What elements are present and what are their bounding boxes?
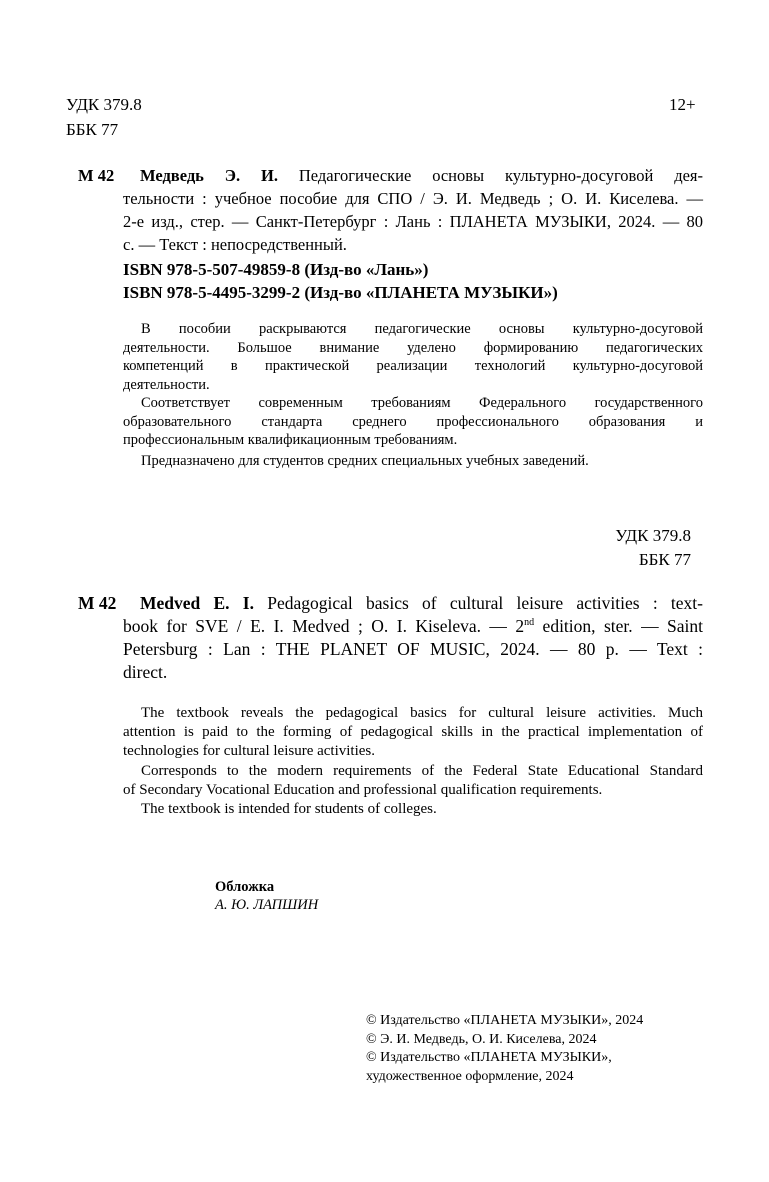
bbk-code: ББК 77 [66,120,119,139]
abstract-en-line-6: The textbook is intended for students of colleges. [141,801,437,817]
abstract-ru-line-1: В пособии раскрываются педагогические основы культурно-досуговой [141,321,703,337]
entry-ru-title: Педагогические основы культурно-досуговой дея- [298,166,703,185]
copyright-line-3: © Издательство «ПЛАНЕТА МУЗЫКИ», [366,1050,612,1065]
entry-ru-author: Медведь Э. И. [140,166,278,185]
entry-en-line-1 [140,592,703,615]
abstract-ru-line-3: компетенций в практической реализации технологий культурно-досуговой [123,358,703,374]
abstract-en-line-3: technologies for cultural leisure activities. [123,743,375,759]
copyright-line-1: © Издательство «ПЛАНЕТА МУЗЫКИ», 2024 [366,1013,644,1028]
entry-en-line-3: Petersburg : Lan : THE PLANET OF MUSIC, 2024. — 80 p. — Text : [123,639,703,659]
entry-en-author: Medved E. I. [140,593,254,613]
abstract-ru-line-2: деятельности. Большое внимание уделено формированию педагогических [123,339,703,356]
entry-en-ordinal-suffix: nd [524,617,535,629]
abstract-ru-line-6: образовательного стандарта среднего профессионального образования и [123,413,703,430]
entry-ru-line-4: с. — Текст : непосредственный. [123,235,347,254]
entry-en-line-4: direct. [123,662,168,682]
bbk-code-en: ББК 77 [638,550,691,569]
abstract-en-line-4: Corresponds to the modern requirements of the Federal State Educational Standard [141,763,703,779]
abstract-ru-line-8: Предназначено для студентов средних специальных учебных заведений. [141,453,589,469]
udk-code: УДК 379.8 [66,95,142,114]
isbn-planeta-muzyki: ISBN 978-5-4495-3299-2 (Изд-во «ПЛАНЕТА МУЗЫКИ») [123,283,558,302]
entry-ru-line-2: тельности : учебное пособие для СПО / Э. И. Медведь ; О. И. Киселева. — [123,189,703,208]
catalog-code-en: M 42 [78,593,117,613]
isbn-lan: ISBN 978-5-507-49859-8 (Изд-во «Лань») [123,260,429,279]
entry-en-title: Pedagogical basics of cultural leisure activities : text- [267,593,703,613]
abstract-ru-line-7: профессиональным квалификационным требованиям. [123,432,458,448]
abstract-ru-line-4: деятельности. [123,376,210,393]
age-rating: 12+ [669,95,696,114]
copyright-line-4: художественное оформление, 2024 [366,1068,574,1084]
abstract-en-line-1: The textbook reveals the pedagogical basics for cultural leisure activities. Much [141,705,703,721]
abstract-en-line-2: attention is paid to the forming of pedagogical skills in the practical implementation of [123,724,703,740]
abstract-en-line-5: of Secondary Vocational Education and professional qualification requirements. [123,782,603,798]
entry-en-line-2 [123,615,703,638]
entry-ru-line-3: 2-е изд., стер. — Санкт-Петербург : Лань : ПЛАНЕТА МУЗЫКИ, 2024. — 80 [123,212,703,231]
udk-code-en: УДК 379.8 [615,526,691,545]
cover-credit-label: Обложка [215,879,275,895]
cover-credit-name: А. Ю. ЛАПШИН [215,897,319,913]
catalog-code-ru: М 42 [78,166,115,185]
entry-ru-line-1 [140,164,703,187]
entry-en-line-2b: edition, ster. — Saint [534,616,703,636]
entry-en-line-2a: book for SVE / E. I. Medved ; O. I. Kiseleva. — 2 [123,616,525,636]
abstract-ru-line-5: Соответствует современным требованиям Федерального государственного [141,395,703,411]
copyright-line-2: © Э. И. Медведь, О. И. Киселева, 2024 [366,1031,597,1047]
